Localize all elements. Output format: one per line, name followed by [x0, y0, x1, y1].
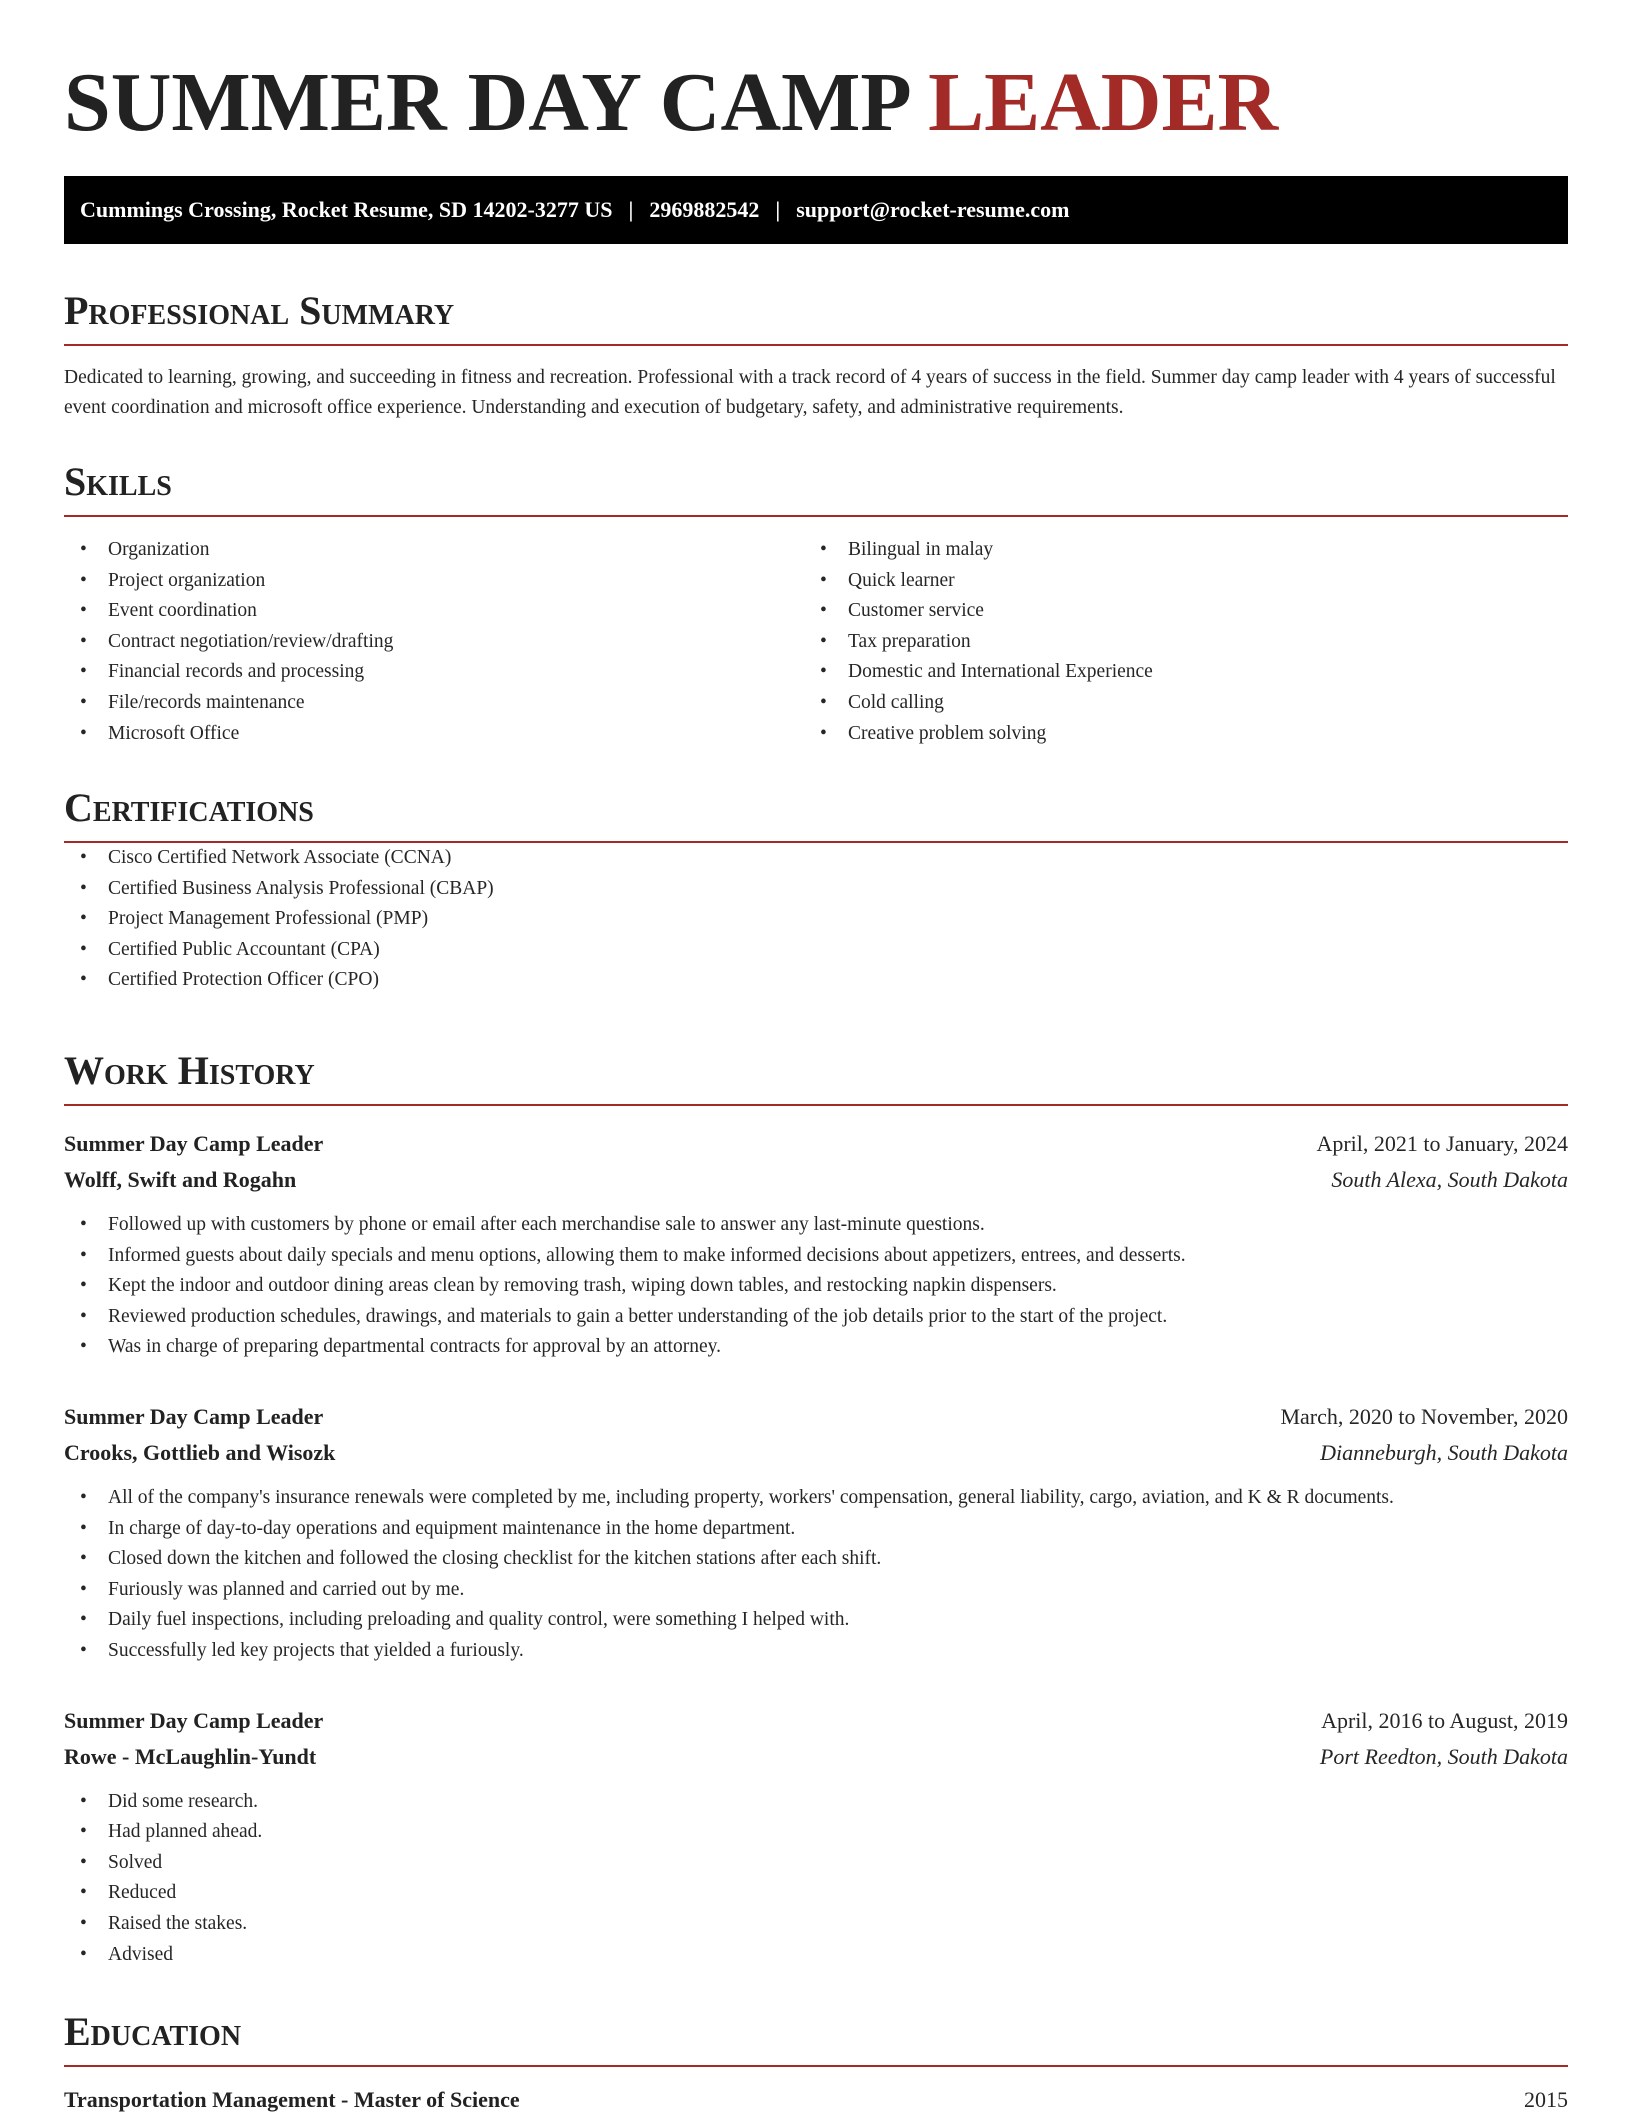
- education-degree: Transportation Management - Master of Science: [64, 2087, 520, 2112]
- job-location: Port Reedton, South Dakota: [1319, 1743, 1568, 1769]
- skills-heading: Skills: [64, 457, 1568, 517]
- job-entry: [64, 1399, 1568, 1667]
- skills-section: [64, 457, 1568, 749]
- job-duties-list: [64, 1210, 1568, 1363]
- certification-item: • Certified Public Accountant (CPA): [64, 935, 1568, 966]
- job-duty-item: • Daily fuel inspections, including preloading and quality control, were something I helped with.: [64, 1605, 1568, 1636]
- skill-item: • Creative problem solving: [804, 719, 1544, 750]
- job-company: Rowe - McLaughlin-Yundt: [64, 1743, 317, 1769]
- job-header-row: [64, 1126, 1568, 1162]
- job-entry: [64, 1703, 1568, 1971]
- job-location: Dianneburgh, South Dakota: [1320, 1439, 1568, 1465]
- job-duty-item: • All of the company's insurance renewals were completed by me, including property, workers' compensation, general liability, cargo, aviation, and K & R documents.: [64, 1483, 1568, 1514]
- skill-item: • Event coordination: [64, 596, 804, 627]
- summary-heading: Professional Summary: [64, 286, 1568, 346]
- job-company-row: [64, 1435, 1568, 1471]
- contact-email: support@rocket-resume.com: [796, 197, 1070, 222]
- skill-item: • Project organization: [64, 566, 804, 597]
- job-duty-item: • Reduced: [64, 1878, 1568, 1909]
- job-company: Crooks, Gottlieb and Wisozk: [64, 1439, 336, 1465]
- job-duty-item: • Informed guests about daily specials and menu options, allowing them to make informed decisions about appetizers, entrees, and desserts.: [64, 1241, 1568, 1272]
- certification-item: • Project Management Professional (PMP): [64, 904, 1568, 935]
- job-company: Wolff, Swift and Rogahn: [64, 1167, 297, 1192]
- education-section: [64, 2007, 1568, 2118]
- education-row: [64, 2082, 1568, 2118]
- skill-item: • Contract negotiation/review/drafting: [64, 627, 804, 658]
- job-company-row: [64, 1162, 1568, 1198]
- certifications-list: [64, 843, 1568, 996]
- contact-address: Cummings Crossing, Rocket Resume, SD 14202-3277 US: [80, 197, 613, 222]
- skill-item: • Tax preparation: [804, 627, 1544, 658]
- job-dates: April, 2021 to January, 2024: [1316, 1131, 1568, 1156]
- skills-list-right: [804, 535, 1544, 749]
- contact-phone: 2969882542: [649, 197, 760, 222]
- job-entry: [64, 1126, 1568, 1363]
- job-duty-item: • Advised: [64, 1940, 1568, 1971]
- contact-separator: |: [628, 197, 634, 222]
- work-history-heading: Work History: [64, 1046, 1568, 1106]
- skill-item: • Organization: [64, 535, 804, 566]
- summary-section: [64, 286, 1568, 423]
- job-duty-item: • Had planned ahead.: [64, 1817, 1568, 1848]
- job-duty-item: • Raised the stakes.: [64, 1909, 1568, 1940]
- job-dates: March, 2020 to November, 2020: [1280, 1403, 1568, 1429]
- education-year: 2015: [1524, 2087, 1568, 2112]
- skill-item: • Customer service: [804, 596, 1544, 627]
- job-duties-list: [64, 1787, 1568, 1971]
- job-header-row: [64, 1399, 1568, 1435]
- job-location: South Alexa, South Dakota: [1331, 1167, 1568, 1192]
- job-duty-item: • Solved: [64, 1848, 1568, 1879]
- certification-item: • Certified Business Analysis Professional (CBAP): [64, 874, 1568, 905]
- certifications-heading: Certifications: [64, 783, 1568, 843]
- resume-title: [64, 58, 1278, 148]
- title-main: SUMMER DAY CAMP: [64, 56, 908, 149]
- skill-item: • Cold calling: [804, 688, 1544, 719]
- skill-item: • File/records maintenance: [64, 688, 804, 719]
- job-duty-item: • Followed up with customers by phone or email after each merchandise sale to answer any last-minute questions.: [64, 1210, 1568, 1241]
- job-duty-item: • In charge of day-to-day operations and equipment maintenance in the home department.: [64, 1514, 1568, 1545]
- job-duty-item: • Kept the indoor and outdoor dining areas clean by removing trash, wiping down tables, and restocking napkin dispensers.: [64, 1271, 1568, 1302]
- job-duties-list: [64, 1483, 1568, 1667]
- title-accent: LEADER: [928, 56, 1279, 149]
- job-duty-item: • Reviewed production schedules, drawings, and materials to gain a better understanding of the job details prior to the start of the project.: [64, 1302, 1568, 1333]
- certifications-section: [64, 783, 1568, 996]
- skill-item: • Bilingual in malay: [804, 535, 1544, 566]
- skill-item: • Domestic and International Experience: [804, 657, 1544, 688]
- skill-item: • Quick learner: [804, 566, 1544, 597]
- job-duty-item: • Furiously was planned and carried out by me.: [64, 1575, 1568, 1606]
- job-duty-item: • Successfully led key projects that yielded a furiously.: [64, 1636, 1568, 1667]
- work-history-section: [64, 1046, 1568, 1970]
- skills-list-left: [64, 535, 804, 749]
- job-duty-item: • Was in charge of preparing departmental contracts for approval by an attorney.: [64, 1332, 1568, 1363]
- job-dates: April, 2016 to August, 2019: [1321, 1707, 1568, 1733]
- contact-separator: |: [775, 197, 781, 222]
- job-header-row: [64, 1703, 1568, 1739]
- skill-item: • Financial records and processing: [64, 657, 804, 688]
- certification-item: • Certified Protection Officer (CPO): [64, 965, 1568, 996]
- job-title: Summer Day Camp Leader: [64, 1403, 324, 1429]
- certification-item: • Cisco Certified Network Associate (CCNA): [64, 843, 1568, 874]
- job-company-row: [64, 1739, 1568, 1775]
- job-duty-item: • Closed down the kitchen and followed the closing checklist for the kitchen stations after each shift.: [64, 1544, 1568, 1575]
- contact-bar: [64, 176, 1568, 244]
- skill-item: • Microsoft Office: [64, 719, 804, 750]
- job-duty-item: • Did some research.: [64, 1787, 1568, 1818]
- skills-columns: [64, 535, 1568, 749]
- job-title: Summer Day Camp Leader: [64, 1131, 324, 1156]
- summary-text: Dedicated to learning, growing, and succeeding in fitness and recreation. Professional with a track record of 4 years of success in the field. Summer day camp leader with 4 years of successful event coordination and microsoft office experience. Understanding and execution of budgetary, safety, and administrative requirements.: [64, 367, 1556, 418]
- job-title: Summer Day Camp Leader: [64, 1707, 324, 1733]
- education-heading: Education: [64, 2007, 1568, 2067]
